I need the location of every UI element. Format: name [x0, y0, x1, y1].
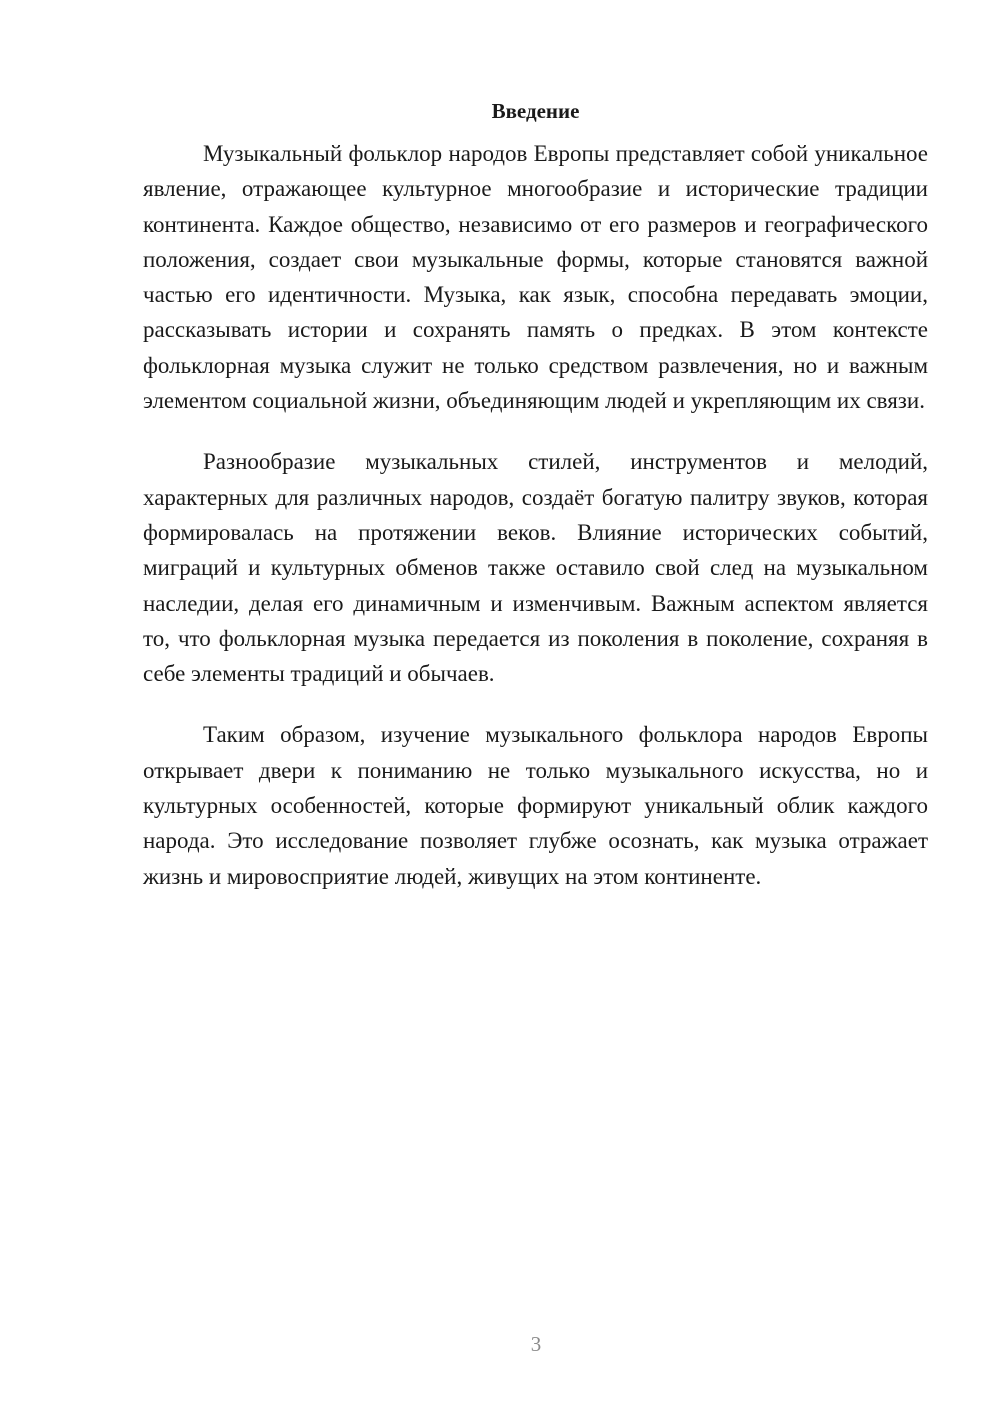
section-heading: Введение — [491, 99, 580, 123]
paragraph-2: Разнообразие музыкальных стилей, инструментов и мелодий, характерных для различных народов, создаёт богатую палитру звуков, которая формировалась на протяжении веков. Влияние исторических событий, миграций и культурных обменов также оставило свой след на музыкальном наследии, делая его динамичным и изменчивым. Важным аспектом является то, что фольклорная музыка передается из поколения в поколение, сохраняя в себе элементы традиций и обычаев. — [143, 449, 928, 687]
page-content — [143, 96, 928, 920]
page-number: 3 — [530, 1332, 542, 1356]
paragraph-1: Музыкальный фольклор народов Европы представляет собой уникальное явление, отражающее культурное многообразие и исторические традиции континента. Каждое общество, независимо от его размеров и географического положения, создает свои музыкальные формы, которые становятся важной частью его идентичности. Музыка, как язык, способна передавать эмоции, рассказывать истории и сохранять память о предках. В этом контексте фольклорная музыка служит не только средством развлечения, но и важным элементом социальной жизни, объединяющим людей и укрепляющим их связи. — [143, 141, 928, 414]
paragraph-3: Таким образом, изучение музыкального фольклора народов Европы открывает двери к пониманию не только музыкального искусства, но и культурных особенностей, которые формируют уникальный облик каждого народа. Это исследование позволяет глубже осознать, как музыка отражает жизнь и мировосприятие людей, живущих на этом континенте. — [143, 722, 928, 889]
